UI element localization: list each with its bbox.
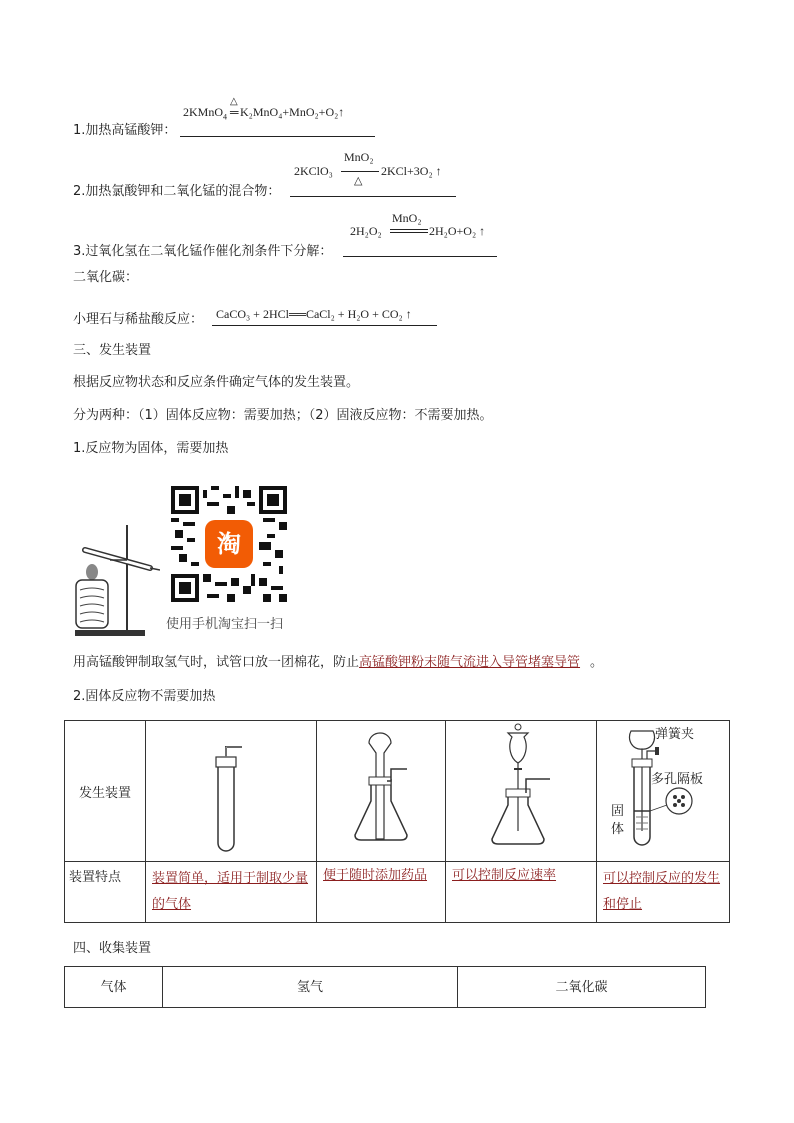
cotton-note-prefix: 用高锰酸钾制取氢气时，试管口放一团棉花，防止 [73, 655, 360, 670]
eq-kclo3-rhs: 2KCl+3O₂ ↑ [381, 164, 442, 178]
eq-kmno4-lhs: 2KMnO [183, 105, 224, 119]
eq-kclo3-cat: MnO₂ [344, 150, 374, 164]
cotton-note-suffix: 。 [590, 655, 604, 670]
answer-line-co2 [212, 325, 437, 326]
co2-equation: CaCO₃ + 2HCl══CaCl₂ + H₂O + CO₂ ↑ [216, 307, 412, 321]
cell-feature-3 [446, 862, 597, 923]
label-plate: 多孔隔板 [651, 772, 704, 787]
row1-header: 发生装置 [78, 785, 131, 801]
section3-title: 三、发生装置 [73, 343, 152, 358]
eq-kmno4-rhs: K₂MnO₄+MnO₂+O₂↑ [240, 105, 345, 119]
long-neck-funnel-flask-image [317, 721, 445, 857]
qr-code [171, 486, 287, 602]
cell-co2-header [458, 967, 706, 1008]
header-co2: 二氧化碳 [555, 980, 608, 995]
eq-h2o2-arrow [390, 229, 428, 233]
eq-h2o2-rhs: 2H₂O+O₂ ↑ [429, 224, 486, 238]
eq-kclo3-arrow [341, 171, 379, 172]
cell-feature-1 [146, 862, 317, 923]
cell-feature-4 [597, 862, 730, 923]
collection-table [64, 966, 706, 1008]
label-clip: 弹簧夹 [655, 727, 695, 742]
label-kclo3: 2.加热氯酸钾和二氧化锰的混合物： [73, 184, 281, 199]
eq-h2o2-lhs: 2H₂O₂ [350, 224, 382, 238]
cell-apparatus-2 [317, 721, 446, 862]
section3-p1: 根据反应物状态和反应条件确定气体的发生装置。 [73, 375, 360, 390]
label-kmno4: 1.加热高锰酸钾： [73, 123, 177, 138]
answer-line-kclo3 [290, 196, 456, 197]
eq-kclo3-lhs: 2KClO₃ [294, 164, 333, 178]
cell-feature-2 [317, 862, 446, 923]
section4-title: 四、收集装置 [73, 941, 152, 956]
feature-2: 便于随时添加药品 [323, 868, 428, 883]
taobao-logo-icon: 淘 [217, 530, 241, 558]
header-gas: 气体 [100, 980, 127, 995]
cell-h2-header [163, 967, 458, 1008]
co2-heading: 二氧化碳： [73, 270, 139, 285]
cell-gas-header [65, 967, 163, 1008]
equation-kmno4: 2KMnO$_4$ △ ═K₂MnO₄+MnO₂+O₂↑ [183, 96, 345, 122]
feature-1: 装置简单，适用于制取少量的气体 [152, 871, 309, 912]
label-h2o2: 3.过氧化氢在二氧化锰作催化剂条件下分解： [73, 244, 333, 259]
cell-header-apparatus [65, 721, 146, 862]
row2-header: 装置特点 [69, 870, 122, 885]
feature-3: 可以控制反应速率 [452, 868, 557, 883]
co2-label: 小理石与稀盐酸反应： [73, 312, 204, 327]
header-hydrogen: 氢气 [296, 980, 323, 995]
eq-kmno4-cond: △ [230, 96, 238, 107]
cell-header-feature [65, 862, 146, 923]
section3-item1: 1.反应物为固体，需要加热 [73, 441, 229, 456]
heating-apparatus-image [70, 520, 160, 640]
cell-apparatus-4 [597, 721, 730, 862]
answer-line-h2o2 [343, 256, 497, 257]
section3-item2: 2.固体反应物不需要加热 [73, 689, 216, 704]
cotton-note [73, 655, 603, 671]
test-tube-apparatus-image [146, 721, 316, 857]
cell-apparatus-3 [446, 721, 597, 862]
eq-kclo3-cond: △ [354, 175, 363, 187]
cell-apparatus-1 [146, 721, 317, 862]
label-solid: 固体 [611, 804, 625, 837]
qr-caption: 使用手机淘宝扫一扫 [166, 617, 284, 632]
cotton-note-answer: 高锰酸钾粉末随气流进入导管堵塞导管 [359, 655, 581, 670]
feature-4: 可以控制反应的发生和停止 [603, 871, 721, 912]
eq-h2o2-cat: MnO₂ [392, 211, 422, 225]
generator-table [64, 720, 730, 923]
answer-line-kmno4 [180, 136, 375, 137]
section3-p2: 分为两种：（1）固体反应物：需要加热；（2）固液反应物：不需要加热。 [73, 408, 493, 423]
separatory-funnel-flask-image [446, 721, 596, 857]
